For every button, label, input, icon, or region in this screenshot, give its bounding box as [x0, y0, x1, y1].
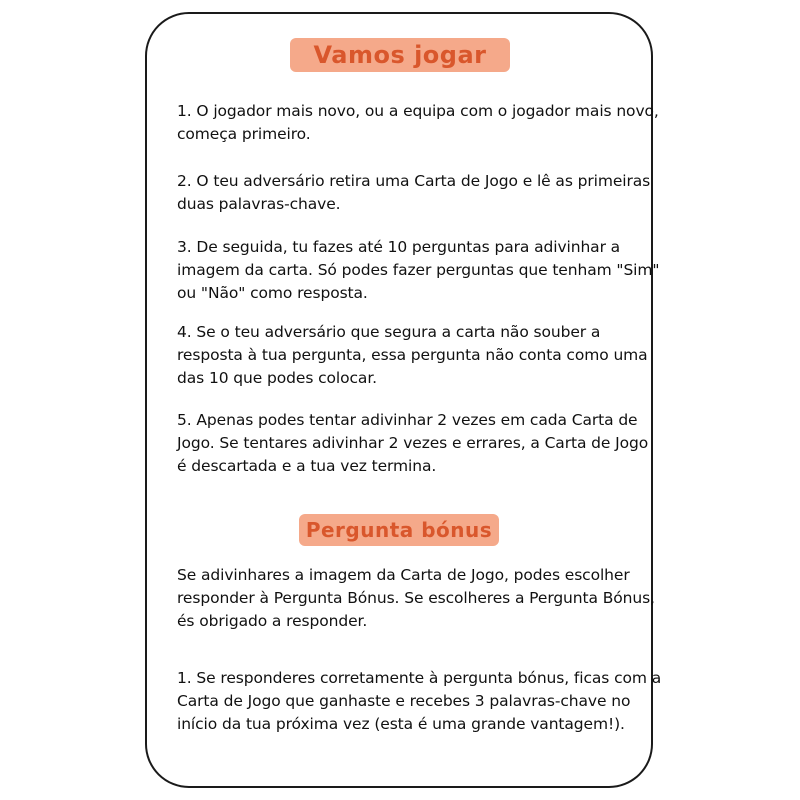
bonus-rule-1: 1. Se responderes corretamente à pergunta bónus, ficas com a Carta de Jogo que ganhaste e recebes 3 palavras-chave no início da tua próxima vez (esta é uma grande vantagem!). — [177, 669, 662, 733]
rule-3: 3. De seguida, tu fazes até 10 perguntas para adivinhar a imagem da carta. Só podes fazer perguntas que tenham "Sim" ou "Não" como resposta. — [177, 238, 660, 302]
section-title-pergunta-bonus: Pergunta bónus — [299, 514, 499, 546]
rule-4: 4. Se o teu adversário que segura a carta não souber a resposta à tua pergunta, essa pergunta não conta como uma das 10 que podes colocar. — [177, 323, 648, 387]
rule-5: 5. Apenas podes tentar adivinhar 2 vezes em cada Carta de Jogo. Se tentares adivinhar 2 vezes e errares, a Carta de Jogo é descartada e a tua vez termina. — [177, 411, 649, 475]
bonus-intro: Se adivinhares a imagem da Carta de Jogo, podes escolher responder à Pergunta Bónus. Se escolheres a Pergunta Bónus, és obrigado a responder. — [177, 566, 655, 630]
rule-2: 2. O teu adversário retira uma Carta de Jogo e lê as primeiras duas palavras-chave. — [177, 172, 651, 213]
section-title-vamos-jogar: Vamos jogar — [290, 38, 510, 72]
rule-1: 1. O jogador mais novo, ou a equipa com o jogador mais novo, começa primeiro. — [177, 102, 659, 143]
